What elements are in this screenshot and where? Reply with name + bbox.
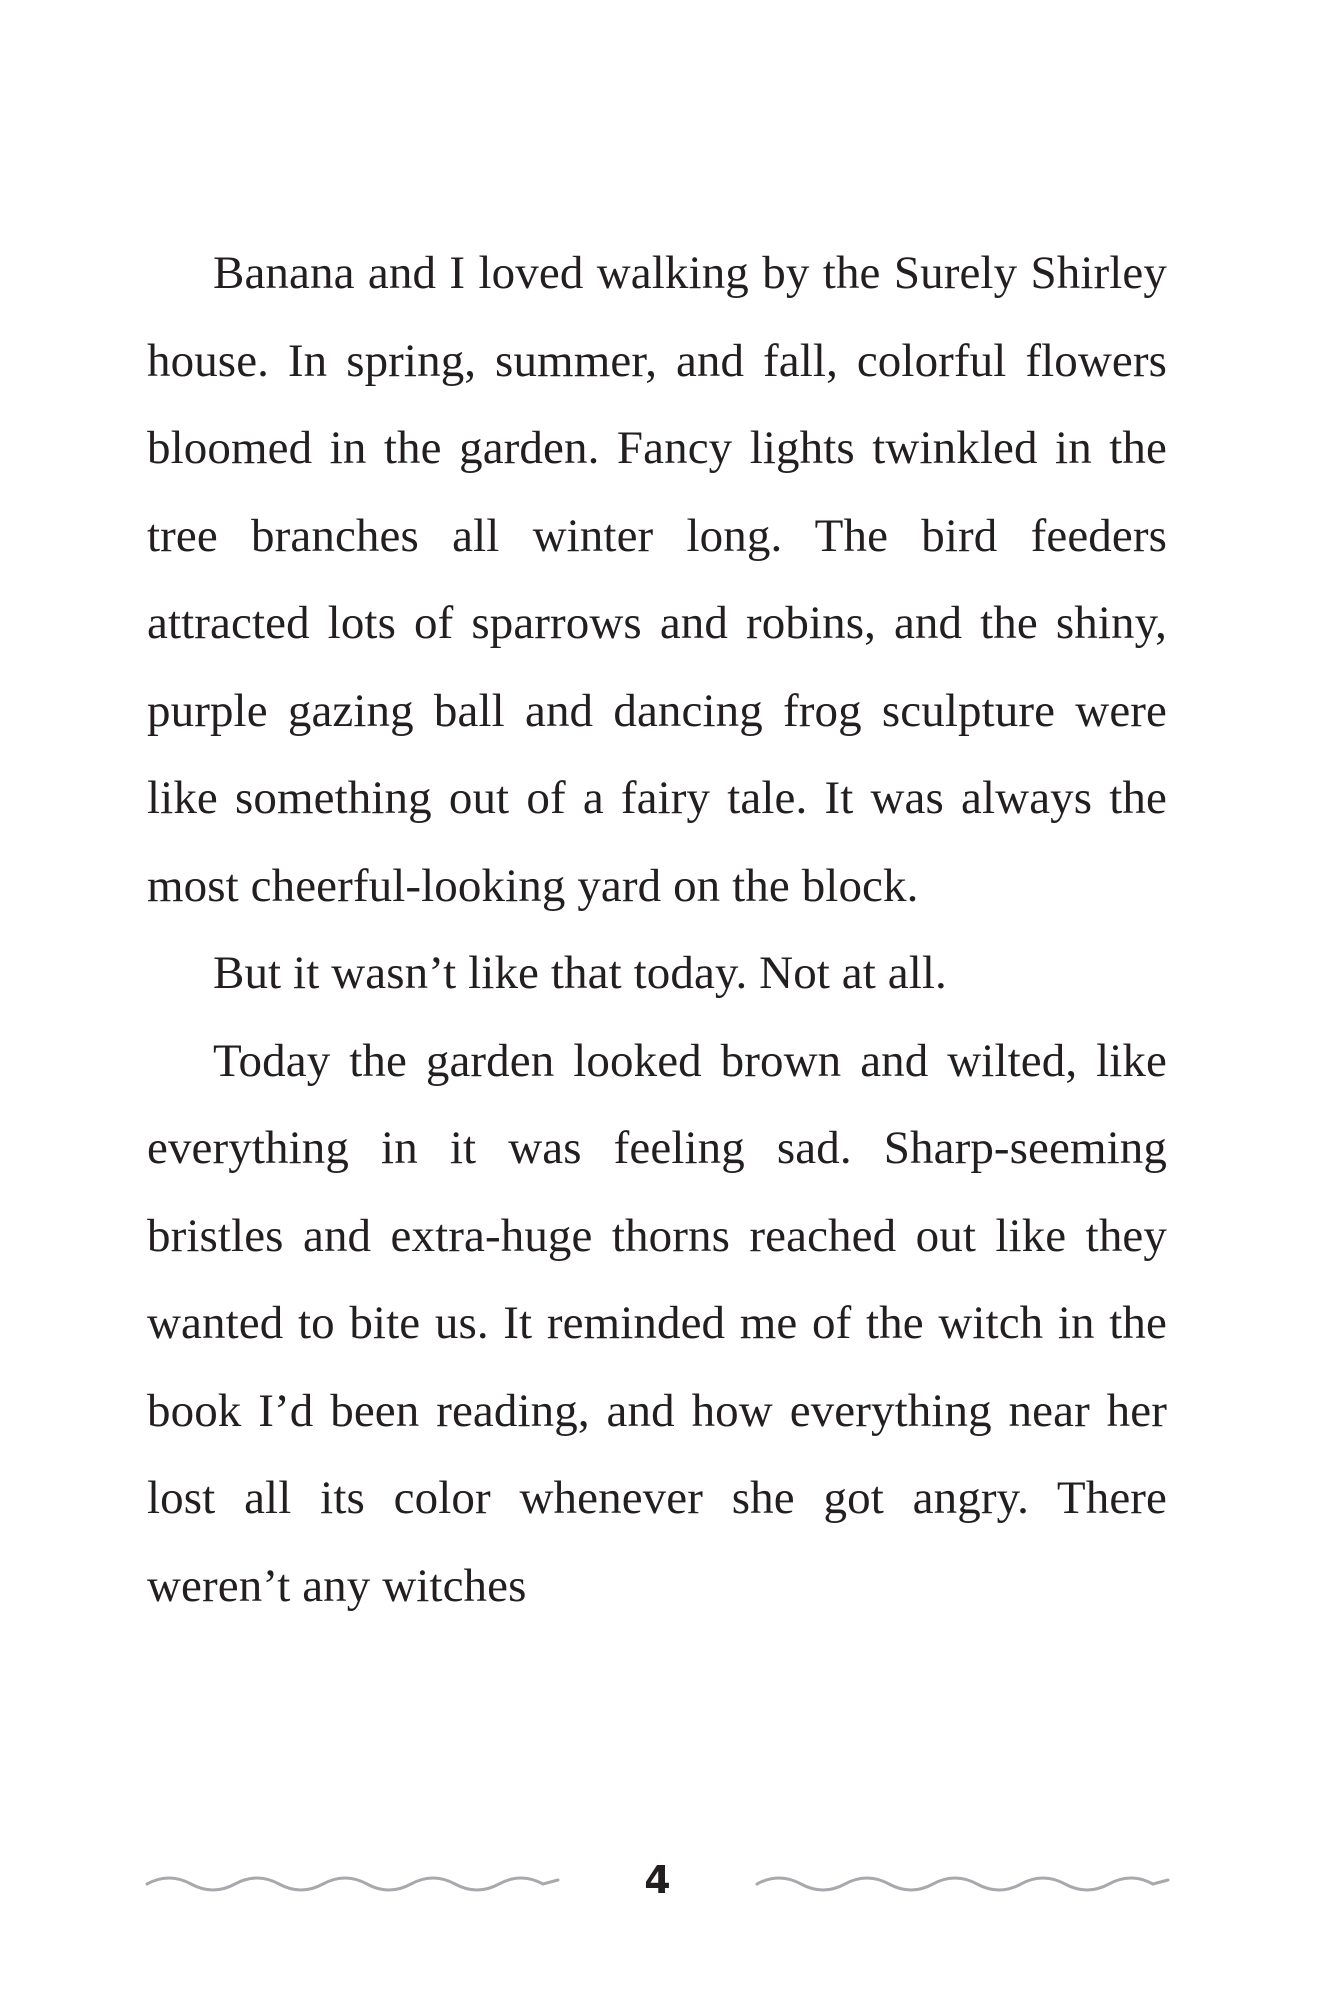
paragraph-3: Today the garden looked brown and wilted, like everything in it was feeling sad. Sharp-seeming bristles and extra-huge thorns reached out like they wanted to bite us. It reminded me of the witch in the book I’d been reading, and how everything near her lost all its color whenever she got angry. There weren’t any witches — [147, 1034, 1167, 1612]
wave-divider-icon — [755, 1870, 1170, 1894]
page-body — [147, 230, 1167, 1630]
page-number: 4 — [644, 1858, 671, 1902]
wave-divider-icon — [145, 1870, 560, 1894]
paragraph-1: Banana and I loved walking by the Surely Shirley house. In spring, summer, and fall, colorful flowers bloomed in the garden. Fancy lights twinkled in the tree branches all winter long. The bird feeders attracted lots of sparrows and robins, and the shiny, purple gazing ball and dancing frog sculpture were like something out of a fairy tale. It was always the most cheerful-looking yard on the block. — [147, 247, 1167, 912]
page-footer — [145, 1858, 1170, 1902]
paragraph-2: But it wasn’t like that today. Not at all. — [213, 947, 947, 999]
